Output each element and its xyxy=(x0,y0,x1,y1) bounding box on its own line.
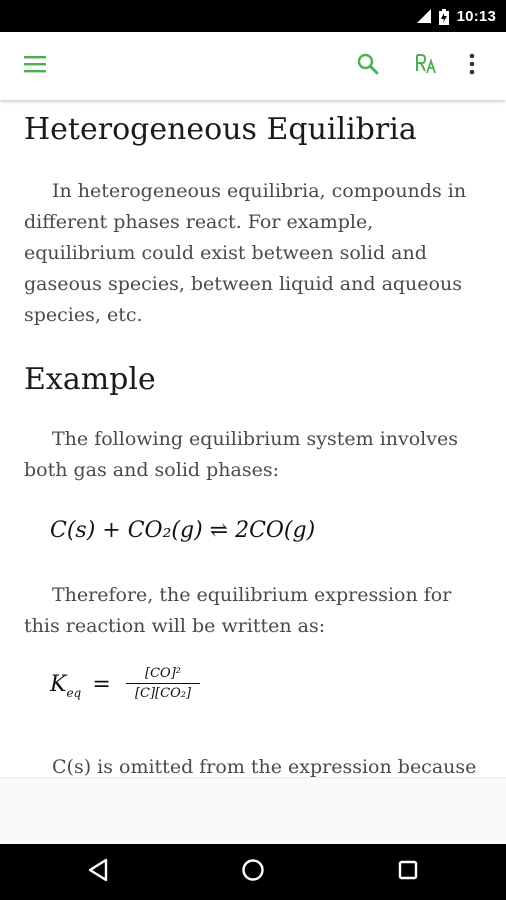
font-size-icon xyxy=(415,52,439,80)
status-time: 10:13 xyxy=(456,7,496,25)
article-paragraph-1: In heterogeneous equilibria, compounds in different phases react. For example, equilibrium could exist between solid and gaseous species, between liquid and aqueous species, etc. xyxy=(24,180,467,326)
chemical-equation: C(s) + CO₂(g) ⇌ 2CO(g) xyxy=(50,518,316,543)
more-vert-icon xyxy=(469,53,475,79)
keq-equals: = xyxy=(92,672,111,697)
battery-icon xyxy=(439,9,449,23)
home-icon xyxy=(241,858,265,886)
fraction-bar xyxy=(126,683,200,684)
keq-subscript: eq xyxy=(66,686,82,700)
section-heading-example: Example xyxy=(24,362,156,397)
search-button[interactable] xyxy=(352,50,384,82)
home-button[interactable] xyxy=(235,854,271,890)
app-bar xyxy=(0,32,506,100)
article-heading: Heterogeneous Equilibria xyxy=(24,112,417,147)
font-size-button[interactable] xyxy=(411,50,443,82)
signal-icon xyxy=(417,9,431,23)
back-icon xyxy=(87,858,109,886)
article-paragraph-3: Therefore, the equilibrium expression for this reaction will be written as: xyxy=(24,584,452,637)
more-options-button[interactable] xyxy=(456,50,488,82)
bottom-blank-area xyxy=(0,777,506,845)
keq-numerator: [CO]² xyxy=(145,666,181,681)
article-paragraph-4: C(s) is omitted from the expression because xyxy=(52,756,477,777)
recents-icon xyxy=(397,859,419,885)
status-bar xyxy=(0,0,506,32)
equilibrium-expression xyxy=(50,666,192,701)
back-button[interactable] xyxy=(80,854,116,890)
keq-fraction xyxy=(126,666,200,701)
keq-denominator: [C][CO₂] xyxy=(134,686,192,701)
recents-button[interactable] xyxy=(390,854,426,890)
article-paragraph-2: The following equilibrium system involves both gas and solid phases: xyxy=(24,428,458,481)
status-right-group xyxy=(417,0,496,32)
navigation-bar xyxy=(0,844,506,900)
hamburger-menu-icon xyxy=(24,55,48,77)
article-content[interactable] xyxy=(0,100,506,777)
menu-button[interactable] xyxy=(20,50,52,82)
search-icon xyxy=(357,53,379,79)
keq-symbol: K xyxy=(50,672,67,697)
